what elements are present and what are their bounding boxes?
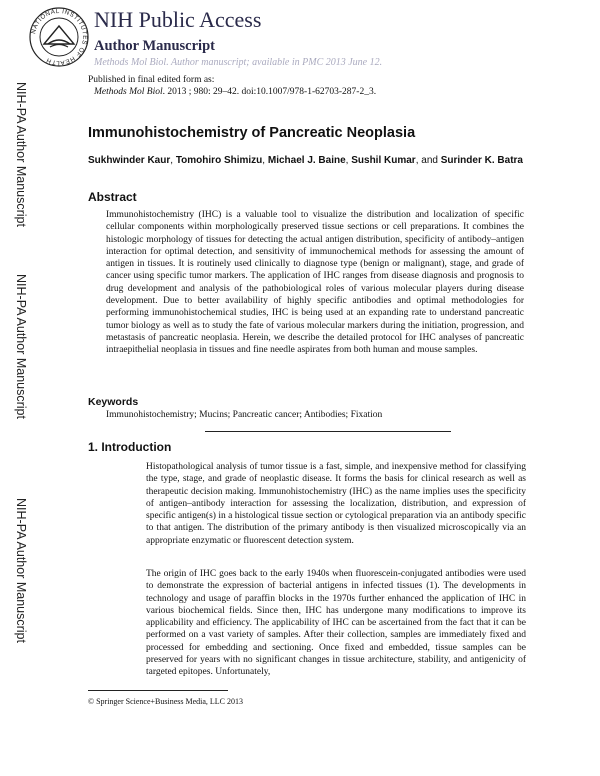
intro-paragraph-1: Histopathological analysis of tumor tissue is a fast, simple, and inexpensive method for classifying the type, stage, and grade of neoplastic disease. It forms the basis for clinical research as well as therapeutic decision making. Immunohistochemistry (IHC) as the name implies uses the specificity of antigen–antibody interaction for assessing the localization, distribution, and expression of specific antigen(s) in a histological tissue section or cytological preparation via an antibody specific to that antigen. The distribution of the primary antibody is then visualized microscopically via an appropriate enzymatic or fluorescent detection system. [146, 462, 526, 546]
abstract-heading: Abstract [88, 190, 137, 204]
copyright-footer: © Springer Science+Business Media, LLC 2013 [88, 697, 244, 706]
author-name: Michael J. Baine [267, 155, 346, 166]
side-label-2: NIH-PA Author Manuscript [14, 274, 28, 419]
author-separator: , and [415, 155, 441, 166]
intro-heading: 1. Introduction [88, 440, 172, 454]
publication-label: Published in final edited form as: [88, 75, 215, 85]
divider [205, 431, 451, 432]
nih-logo [28, 6, 90, 68]
author-name: Sukhwinder Kaur [88, 155, 171, 166]
header-title: NIH Public Access [94, 7, 262, 32]
citation-details: . 2013 ; 980: 29–42. doi:10.1007/978-1-62703-287-2_3. [162, 87, 377, 97]
keywords-list: Immunohistochemistry; Mucins; Pancreatic cancer; Antibodies; Fixation [106, 410, 383, 420]
side-label-1: NIH-PA Author Manuscript [14, 82, 28, 227]
journal-name: Methods Mol Biol [94, 87, 163, 97]
author-name: Tomohiro Shimizu [175, 155, 263, 166]
availability-note: Methods Mol Biol. Author manuscript; available in PMC 2013 June 12. [94, 57, 383, 68]
article-title: Immunohistochemistry of Pancreatic Neoplasia [88, 125, 416, 141]
footnote-divider [88, 690, 228, 691]
header-subtitle: Author Manuscript [94, 38, 215, 54]
author-separator: , [170, 155, 176, 166]
author-separator: , [345, 155, 352, 166]
logo-ring-text: NATIONAL INSTITUTES OF HEALTH [30, 7, 89, 67]
abstract-body: Immunohistochemistry (IHC) is a valuable tool to visualize the distribution and localization of specific cellular components within morphologically preserved tissue sections or cell preparations. It combines the histologic morphology of tissues for detecting the actual antigen distribution, specificity of antibody–antigen interaction for optimal detection, and sensitivity of immunochemical methods for assessing the amount of antigen in tissues. It is routinely used clinically to diagnose type (benign or malignant), stage, and grade of cancer using specific tumor markers. The application of IHC ranges from disease diagnosis and prognosis to drug development and analysis of the pathobiological roles of various molecular players during disease development. Due to better availability of highly specific antibodies and optimal methodologies for performing immunohistochemical studies, IHC is being used at an expanding rate to understand pancreatic tumor biology as well as to study the fate of various molecular markers during the initiation, progression, and metastasis of pancreatic neoplasia. Herein, we describe the detailed protocol for IHC analyses of pancreatic intraepithelial neoplasia in tissues and fine needle aspirates from both human and mouse samples. [106, 210, 524, 356]
keywords-heading: Keywords [88, 396, 139, 408]
author-list [88, 154, 528, 167]
author-name: Sushil Kumar [351, 155, 416, 166]
intro-paragraph-2: The origin of IHC goes back to the early 1940s when fluorescein-conjugated antibodies were used to demonstrate the expression of bacterial antigens in infected tissues (1). The developments in technology and usage of paraffin blocks in the 1970s further enhanced the application of IHC in various biochemical fields. Since then, IHC has undergone many modifications to improve its applicability and efficiency. The applicability of IHC can be ascertained from the fact that it can be performed on a vast variety of samples. After their collection, samples are immediately fixed and processed for embedding and sectioning. Once fixed and embedded, tissue samples can be preserved for years with no significant changes in tissue architecture, stability, and antigenicity of targeted epitopes. Unfortunately, [146, 569, 526, 678]
author-name: Surinder K. Batra [440, 155, 523, 166]
side-label-3: NIH-PA Author Manuscript [14, 498, 28, 643]
author-separator: , [262, 155, 268, 166]
publication-citation [94, 87, 376, 97]
